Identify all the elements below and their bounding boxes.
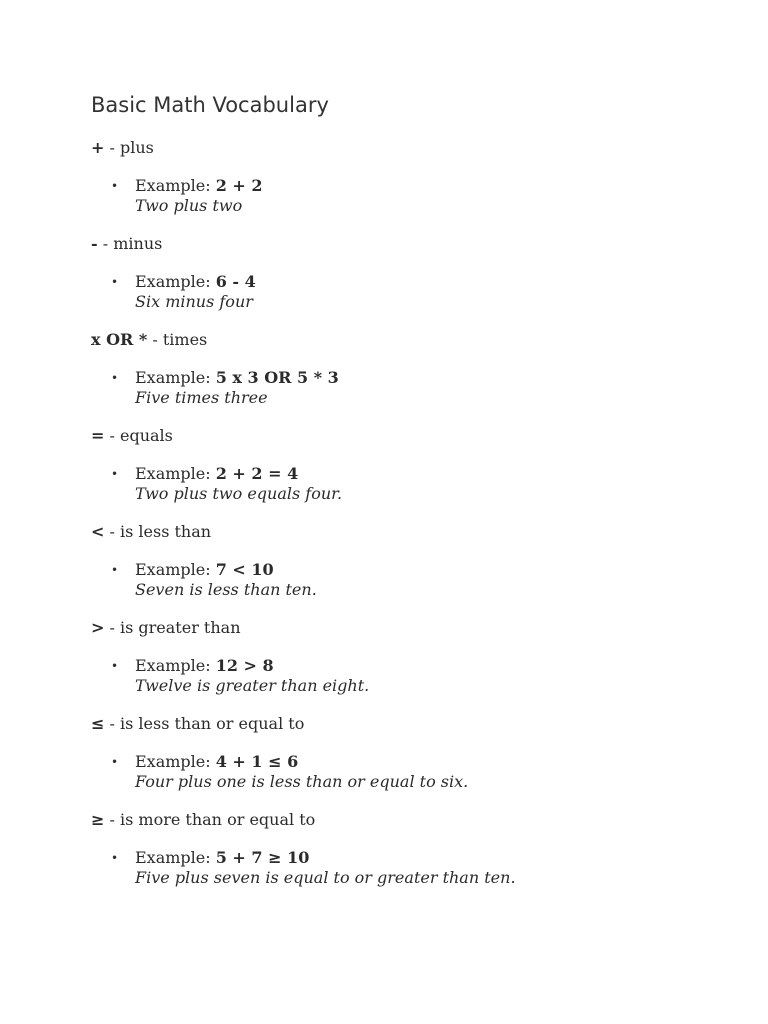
- example-reading: Two plus two: [135, 196, 243, 215]
- example-line: [135, 848, 731, 868]
- vocab-entry-times: [91, 330, 731, 408]
- bullet-icon: •: [111, 659, 119, 673]
- example-value: 5 x 3 OR 5 * 3: [215, 368, 339, 387]
- term-meaning: - equals: [104, 426, 173, 445]
- example-prefix: Example:: [135, 848, 216, 867]
- bullet-icon: •: [111, 467, 119, 481]
- term-meaning: - plus: [104, 138, 154, 157]
- example-value: 2 + 2: [215, 176, 263, 195]
- example-line: [135, 656, 731, 676]
- example-line: [135, 176, 731, 196]
- term-symbol: +: [91, 138, 105, 157]
- vocab-entry-equals: [91, 426, 731, 504]
- example-reading: Six minus four: [135, 292, 253, 311]
- example-line: [135, 464, 731, 484]
- example-list-item: [91, 656, 731, 696]
- example-prefix: Example:: [135, 560, 216, 579]
- example-reading: Five plus seven is equal to or greater than ten.: [135, 868, 516, 887]
- example-prefix: Example:: [135, 368, 216, 387]
- term-symbol: <: [91, 522, 105, 541]
- example-line: [135, 368, 731, 388]
- term-line: [91, 330, 731, 350]
- example-value: 6 - 4: [215, 272, 256, 291]
- example-reading: Seven is less than ten.: [135, 580, 317, 599]
- term-meaning: - minus: [97, 234, 163, 253]
- example-prefix: Example:: [135, 176, 216, 195]
- example-list-item: [91, 176, 731, 216]
- document-page: [91, 90, 731, 888]
- term-line: [91, 618, 731, 638]
- bullet-icon: •: [111, 275, 119, 289]
- term-line: [91, 138, 731, 158]
- vocab-entry-less-or-equal: [91, 714, 731, 792]
- vocab-entry-plus: [91, 138, 731, 216]
- example-list-item: [91, 368, 731, 408]
- term-line: [91, 426, 731, 446]
- example-reading: Four plus one is less than or equal to six.: [135, 772, 469, 791]
- bullet-icon: •: [111, 371, 119, 385]
- example-line: [135, 752, 731, 772]
- example-reading: Five times three: [135, 388, 268, 407]
- example-reading: Two plus two equals four.: [135, 484, 343, 503]
- example-reading: Twelve is greater than eight.: [135, 676, 370, 695]
- example-value: 12 > 8: [215, 656, 274, 675]
- example-list-item: [91, 752, 731, 792]
- bullet-icon: •: [111, 851, 119, 865]
- vocab-entry-more-or-equal: [91, 810, 731, 888]
- vocab-entry-less-than: [91, 522, 731, 600]
- example-value: 7 < 10: [215, 560, 274, 579]
- bullet-icon: •: [111, 563, 119, 577]
- example-value: 2 + 2 = 4: [215, 464, 299, 483]
- term-meaning: - is less than or equal to: [104, 714, 305, 733]
- bullet-icon: •: [111, 179, 119, 193]
- example-prefix: Example:: [135, 752, 216, 771]
- example-prefix: Example:: [135, 464, 216, 483]
- bullet-icon: •: [111, 755, 119, 769]
- example-list-item: [91, 560, 731, 600]
- example-value: 4 + 1 ≤ 6: [215, 752, 299, 771]
- example-prefix: Example:: [135, 272, 216, 291]
- term-line: [91, 234, 731, 254]
- example-line: [135, 272, 731, 292]
- example-prefix: Example:: [135, 656, 216, 675]
- term-symbol: >: [91, 618, 105, 637]
- term-symbol: =: [91, 426, 105, 445]
- page-title: Basic Math Vocabulary: [91, 93, 329, 117]
- term-meaning: - is greater than: [104, 618, 241, 637]
- example-list-item: [91, 272, 731, 312]
- term-symbol: ≥: [91, 810, 105, 829]
- term-meaning: - is less than: [104, 522, 212, 541]
- term-line: [91, 714, 731, 734]
- term-meaning: - is more than or equal to: [104, 810, 316, 829]
- term-symbol: ≤: [91, 714, 105, 733]
- example-list-item: [91, 848, 731, 888]
- term-meaning: - times: [147, 330, 208, 349]
- term-line: [91, 810, 731, 830]
- example-line: [135, 560, 731, 580]
- vocab-entry-greater-than: [91, 618, 731, 696]
- term-line: [91, 522, 731, 542]
- vocab-entry-minus: [91, 234, 731, 312]
- example-list-item: [91, 464, 731, 504]
- example-value: 5 + 7 ≥ 10: [215, 848, 310, 867]
- term-symbol: -: [91, 234, 98, 253]
- term-symbol: x OR *: [91, 330, 148, 349]
